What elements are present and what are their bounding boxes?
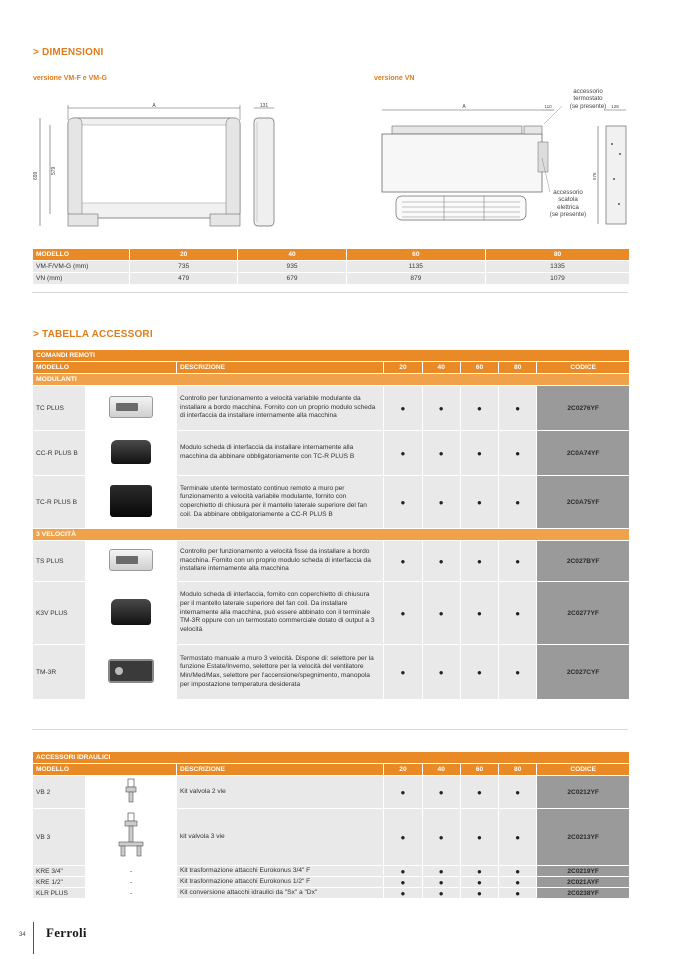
group-modulanti: MODULANTI — [33, 374, 629, 385]
page-number: 34 — [19, 932, 26, 938]
dim-header-model: MODELLO — [33, 249, 129, 260]
remote-section-label: COMANDI REMOTI — [33, 350, 629, 361]
table-row: VB 3 kit valvola 3 vie ● ● ● ● 2C0213YF — [33, 809, 629, 865]
product-code: 2C0A75YF — [537, 476, 629, 528]
table-row: TS PLUS Controllo per funzionamento a velocità fisse da installare a bordo macchina. Fornito con un proprio modulo scheda di interfaccia da installare internamente alla macchina ● ● ● ● 2C027BYF — [33, 541, 629, 581]
brand-logo: Ferroli — [46, 925, 87, 940]
interface-module-icon — [111, 440, 151, 464]
thermostat-panel-icon — [109, 396, 153, 418]
dim-header-40: 40 — [238, 249, 345, 260]
svg-text:128: 128 — [611, 104, 619, 109]
valve-2-way-icon — [121, 777, 141, 805]
remote-header-model: MODELLO — [33, 362, 176, 373]
product-code: 2C0213YF — [537, 809, 629, 865]
table-row: KLR PLUS - Kit conversione attacchi idraulici da "Sx" a "Dx" ● ● ● ● 2C0238YF — [33, 888, 629, 898]
table-row: TC-R PLUS B Terminale utente termostato continuo remoto a muro per funzionamento a velocità variabile modulante, fornito con coperchietto di chiusura per il mantello laterale superiore del fan coil. Da abbinare obbligatoriamente a CC-R PLUS B ● ● ● ● 2C0A75YF — [33, 476, 629, 528]
remote-header-code: CODICE — [537, 362, 629, 373]
table-row: VM-F/VM-G (mm) 735 935 1135 1335 — [33, 261, 629, 272]
group-3-velocita: 3 VELOCITÀ — [33, 529, 629, 540]
remote-header-desc: DESCRIZIONE — [177, 362, 383, 373]
dimension-table — [32, 248, 630, 285]
product-code: 2C027BYF — [537, 541, 629, 581]
table-row: KRE 3/4" - Kit trasformazione attacchi Eurokonus 3/4" F ● ● ● ● 2C0219YF — [33, 866, 629, 876]
hydraulic-accessories-table: ACCESSORI IDRAULICI MODELLO DESCRIZIONE 20 40 60 80 CODICE VB 2 Kit valvola 2 vie ● ● ● ● 2C0212YF VB 3 kit valvola 3 vie ● ● ● ● 2C0213YF KRE 3/4" - Kit trasformazione attacchi Eurokonus 3/4" F ● ● ● ● 2C0219YF KRE 1/2" - Kit trasformazione attacchi Eurokonus 1/2" F ● ● ● ● 2C021AYF KLR PLUS - Kit conversione attacchi idraulici da "Sx" a "Dx" ● ● ● ● 2C0238YF — [32, 751, 630, 899]
version-left-label: versione VM-F e VM-G — [33, 75, 107, 82]
product-code: 2C0238YF — [537, 888, 629, 898]
product-code: 2C027CYF — [537, 645, 629, 699]
accessory-thermostat-note: accessorio termostato (se presente) — [569, 88, 607, 110]
table-row: VB 2 Kit valvola 2 vie ● ● ● ● 2C0212YF — [33, 776, 629, 808]
product-code: 2C0212YF — [537, 776, 629, 808]
svg-text:579: 579 — [51, 166, 57, 175]
remote-controls-table: COMANDI REMOTI MODELLO DESCRIZIONE 20 40 60 80 CODICE MODULANTI TC PLUS Controllo per funzionamento a velocità variabile modulante da installare a bordo macchina. Fornito con un proprio modulo scheda di interfaccia da installare internamente alla macchina ● ● ● ● 2C0276YF CC-R PLUS B Modulo scheda di interfaccia da installare internamente alla macchina da abbinare obbligatoriamente con TC-R PLUS B ● ● ● ● 2C0A74YF TC-R PLUS B Terminale utente termostato continuo remoto a muro per funzionamento a velocità variabile modulante, fornito con coperchietto di chiusura per il mantello laterale superiore del fan coil. Da abbinare obbligatoriamente a CC-R PLUS B ● ● ● ● 2C0A75YF 3 VELOCITÀ TS PLUS Controllo per funzionamento a velocità fisse da installare a bordo macchina. Fornito con un proprio modulo scheda di interfaccia da installare internamente alla macchina ● ● ● ● 2C027BYF K3V PLUS Modulo scheda di interfaccia, fornito con coperchietto di chiusura per il mantello laterale superiore del fan coil. Da installare internamente alla macchina, può essere abbinato con il terminale TM-3R oppure con un termostato commerciale dotato di output a 3 velocità ● ● ● ● 2C0277YF TM-3R Termostato manuale a muro 3 velocità. Dispone di: selettore per la funzione Estate/Inverno, selettore per la velocità del ventilatore Min/Med/Max, selettore per l'accensione/spegnimento, manopola per impostazione temperatura desiderata ● ● ● ● 2C027CYF — [32, 349, 630, 700]
dim-header-80: 80 — [486, 249, 629, 260]
table-row: K3V PLUS Modulo scheda di interfaccia, fornito con coperchietto di chiusura per il mantello laterale superiore del fan coil. Da installare internamente alla macchina, può essere abbinato con il terminale TM-3R oppure con un termostato commerciale dotato di output a 3 velocità ● ● ● ● 2C0277YF — [33, 582, 629, 644]
hydraulic-section-label: ACCESSORI IDRAULICI — [33, 752, 629, 763]
thermostat-panel-icon — [109, 549, 153, 571]
dimensions-title: > DIMENSIONI — [33, 47, 104, 58]
table-row: CC-R PLUS B Modulo scheda di interfaccia da installare internamente alla macchina da abbinare obbligatoriamente con TC-R PLUS B ● ● ● ● 2C0A74YF — [33, 431, 629, 475]
svg-text:131: 131 — [259, 103, 269, 109]
product-code: 2C0219YF — [537, 866, 629, 876]
dim-width-label: A — [152, 103, 156, 109]
dim-header-20: 20 — [130, 249, 237, 260]
version-right-label: versione VN — [374, 75, 415, 82]
svg-text:A: A — [462, 104, 466, 110]
product-code: 2C0277YF — [537, 582, 629, 644]
product-code: 2C0276YF — [537, 386, 629, 430]
interface-module-icon — [111, 599, 151, 625]
table-row: KRE 1/2" - Kit trasformazione attacchi Eurokonus 1/2" F ● ● ● ● 2C021AYF — [33, 877, 629, 887]
product-code: 2C0A74YF — [537, 431, 629, 475]
table-row: TC PLUS Controllo per funzionamento a velocità variabile modulante da installare a bordo macchina. Fornito con un proprio modulo scheda di interfaccia da installare internamente alla macchina ● ● ● ● 2C0276YF — [33, 386, 629, 430]
wall-terminal-icon — [110, 485, 152, 517]
valve-3-way-icon — [111, 811, 151, 861]
product-code: 2C021AYF — [537, 877, 629, 887]
svg-text:576: 576 — [592, 172, 597, 180]
wall-thermostat-icon — [108, 659, 154, 683]
table-row: VN (mm) 479 679 879 1079 — [33, 273, 629, 284]
svg-text:699: 699 — [33, 171, 39, 180]
svg-text:110: 110 — [544, 104, 552, 109]
accessories-title: > TABELLA ACCESSORI — [33, 329, 153, 340]
table-row: TM-3R Termostato manuale a muro 3 velocità. Dispone di: selettore per la funzione Estate/Inverno, selettore per la velocità del ventilatore Min/Med/Max, selettore per l'accensione/spegnimento, manopola per impostazione temperatura desiderata ● ● ● ● 2C027CYF — [33, 645, 629, 699]
dim-header-60: 60 — [347, 249, 485, 260]
footer-divider — [33, 922, 34, 954]
accessory-electric-box-note: accessorio scatola elettrica (se presente) — [549, 189, 587, 219]
vmf-vmg-dimension-drawing — [28, 100, 284, 235]
